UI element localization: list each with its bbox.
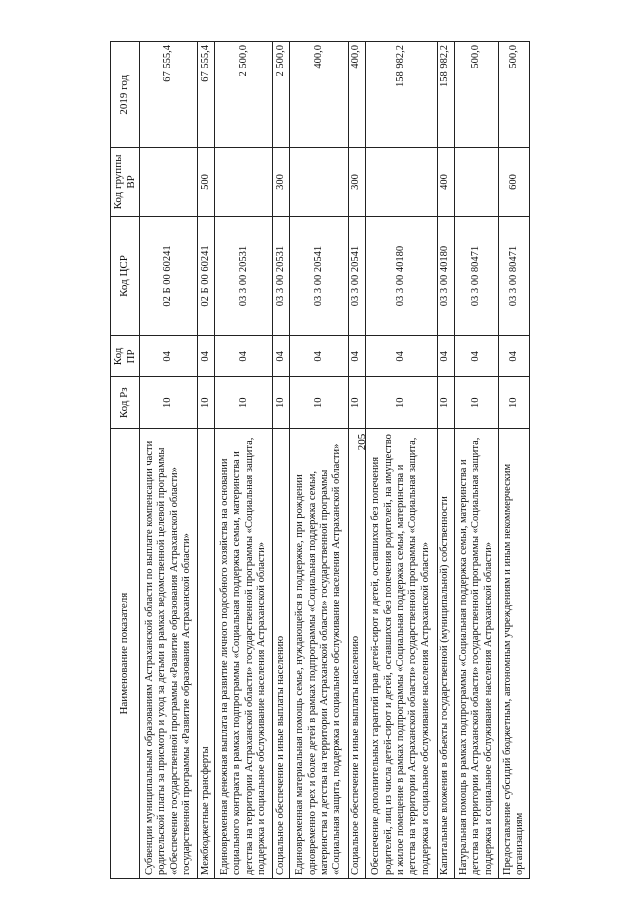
row-rz: 10 <box>348 377 365 429</box>
row-vr <box>215 148 273 216</box>
row-name: Социальное обеспечение и иные выплаты населению <box>273 429 290 879</box>
table-row <box>290 42 348 879</box>
table-row <box>139 42 197 879</box>
row-rz: 10 <box>198 377 215 429</box>
row-rz: 10 <box>215 377 273 429</box>
header-vr: Код группы ВР <box>111 148 140 216</box>
header-csr: Код ЦСР <box>111 216 140 336</box>
row-year: 2 500,0 <box>273 42 290 148</box>
row-vr: 600 <box>499 148 530 216</box>
row-name: Единовременная денежная выплата на развитие личного подсобного хозяйства на основании социального контракта в рамках подпрограммы «Социальная поддержка семьи, материнства и детства на территории Астраханской области» государственной программы «Социальная защита, поддержка и социальное обслуживание населения Астраханской области» <box>215 429 273 879</box>
row-vr: 500 <box>198 148 215 216</box>
row-csr: 03 3 00 20531 <box>273 216 290 336</box>
row-csr: 02 Б 00 60241 <box>198 216 215 336</box>
row-year: 500,0 <box>454 42 498 148</box>
row-year: 67 555,4 <box>139 42 197 148</box>
row-csr: 03 3 00 40180 <box>437 216 454 336</box>
row-pr: 04 <box>499 336 530 377</box>
row-csr: 03 3 00 80471 <box>454 216 498 336</box>
row-csr: 02 Б 00 60241 <box>139 216 197 336</box>
row-vr <box>365 148 437 216</box>
row-name: Субвенции муниципальным образованиям Астраханской области по выплате компенсации части родительской платы за присмотр и уход за детьми в рамках ведомственной целевой программы «Обеспечение государственной программы «Развитие образования Астраханской области» государственной программы «Развитие образования Астраханской области» <box>139 429 197 879</box>
row-year: 500,0 <box>499 42 530 148</box>
row-pr: 04 <box>348 336 365 377</box>
row-rz: 10 <box>139 377 197 429</box>
row-name: Межбюджетные трансферты <box>198 429 215 879</box>
table-row <box>198 42 215 879</box>
row-year: 158 982,2 <box>365 42 437 148</box>
row-pr: 04 <box>139 336 197 377</box>
row-csr: 03 3 00 80471 <box>499 216 530 336</box>
table-header-row <box>111 42 140 879</box>
row-year: 400,0 <box>348 42 365 148</box>
budget-table <box>110 41 530 879</box>
row-year: 67 555,4 <box>198 42 215 148</box>
rotated-table-container <box>110 41 530 879</box>
row-csr: 03 3 00 20541 <box>348 216 365 336</box>
row-name: Обеспечение дополнительных гарантий прав детей-сирот и детей, оставшихся без попечения родителей, лиц из числа детей-сирот и детей, оставшихся без попечения родителей, на имущество и жилое помещение в рамках подпрограммы «Социальная поддержка семьи, материнства и детства на территории Астраханской области» государственной программы «Социальная защита, поддержка и социальное обслуживание населения Астраханской области» <box>365 429 437 879</box>
table-row <box>365 42 437 879</box>
row-vr <box>139 148 197 216</box>
row-pr: 04 <box>437 336 454 377</box>
row-vr <box>290 148 348 216</box>
row-name: Капитальные вложения в объекты государственной (муниципальной) собственности <box>437 429 454 879</box>
row-csr: 03 3 00 40180 <box>365 216 437 336</box>
table-row <box>499 42 530 879</box>
row-pr: 04 <box>273 336 290 377</box>
row-rz: 10 <box>499 377 530 429</box>
row-csr: 03 3 00 20531 <box>215 216 273 336</box>
row-rz: 10 <box>365 377 437 429</box>
row-pr: 04 <box>290 336 348 377</box>
row-year: 2 500,0 <box>215 42 273 148</box>
table-row <box>437 42 454 879</box>
header-year: 2019 год <box>111 42 140 148</box>
table-row <box>454 42 498 879</box>
header-pr: Код ПР <box>111 336 140 377</box>
row-year: 158 982,2 <box>437 42 454 148</box>
row-csr: 03 3 00 20541 <box>290 216 348 336</box>
header-name: Наименование показателя <box>111 429 140 879</box>
row-pr: 04 <box>215 336 273 377</box>
row-name: Единовременная материальная помощь семье, нуждающейся в поддержке, при рождении одновременно трех и более детей в рамках подпрограммы «Социальная поддержка семьи, материнства и детства на территории Астраханской области» государственной программы «Социальная защита, поддержка и социальное обслуживание населения Астраханской области» <box>290 429 348 879</box>
row-rz: 10 <box>273 377 290 429</box>
row-rz: 10 <box>454 377 498 429</box>
row-name: Социальное обеспечение и иные выплаты населению <box>348 429 365 879</box>
table-row <box>348 42 365 879</box>
row-year: 400,0 <box>290 42 348 148</box>
row-pr: 04 <box>365 336 437 377</box>
row-name: Предоставление субсидий бюджетным, автономным учреждениям и иным некоммерческим организациям <box>499 429 530 879</box>
table-row <box>273 42 290 879</box>
row-vr: 300 <box>348 148 365 216</box>
row-name: Натуральная помощь в рамках подпрограммы «Социальная поддержка семьи, материнства и детства на территории Астраханской области» государственной программы «Социальная защита, поддержка и социальное обслуживание населения Астраханской области» <box>454 429 498 879</box>
row-rz: 10 <box>437 377 454 429</box>
header-rz: Код Рз <box>111 377 140 429</box>
table-row <box>215 42 273 879</box>
row-vr: 300 <box>273 148 290 216</box>
row-vr <box>454 148 498 216</box>
row-vr: 400 <box>437 148 454 216</box>
row-pr: 04 <box>198 336 215 377</box>
page-number: 205 <box>356 433 368 451</box>
row-pr: 04 <box>454 336 498 377</box>
row-rz: 10 <box>290 377 348 429</box>
